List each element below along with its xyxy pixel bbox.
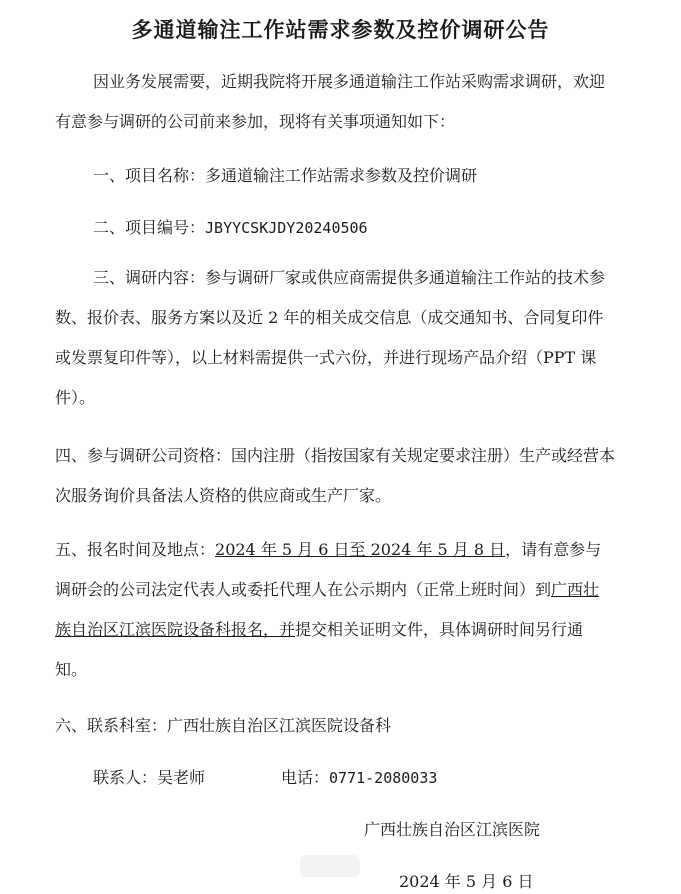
signature-date: 2024 年 5 月 6 日 — [399, 872, 534, 891]
registration-suffix: 提交相关证明文件，具体调研时间另行通知。 — [55, 620, 584, 679]
intro-paragraph: 因业务发展需要，近期我院将开展多通道输注工作站采购需求调研，欢迎有意参与调研的公司前来参加，现将有关事项通知如下： — [55, 72, 606, 131]
scan-smudge — [300, 855, 360, 877]
registration — [55, 530, 615, 690]
contact-person: 联系人：吴老师 — [93, 768, 206, 787]
registration-place: 广西壮族自治区江滨医院设备科报名，并 — [55, 580, 600, 639]
contact-phone-label: 电话： — [281, 768, 330, 787]
registration-dates: 2024 年 5 月 6 日至 2024 年 5 月 8 日 — [215, 540, 506, 559]
project-number-value: JBYYCSKJDY20240506 — [205, 219, 368, 237]
research-content: 三、调研内容：参与调研厂家或供应商需提供多通道输注工作站的技术参数、报价表、服务方案以及近 2 年的相关成交信息（成交通知书、合同复印件或发票复印件等），以上材料需提供一式六份，并进行现场产品介绍（PPT 课件）。 — [55, 268, 606, 407]
project-number — [93, 216, 368, 240]
contact-phone-number: 0771-2080033 — [329, 769, 438, 787]
signature-org: 广西壮族自治区江滨医院 — [364, 820, 541, 839]
qualification: 四、参与调研公司资格：国内注册（指按国家有关规定要求注册）生产或经营本次服务询价具备法人资格的供应商或生产厂家。 — [55, 446, 616, 505]
contact-phone — [281, 766, 437, 790]
project-number-label: 二、项目编号： — [93, 218, 206, 237]
page-title: 多通道输注工作站需求参数及控价调研公告 — [131, 18, 550, 42]
registration-prefix: 五、报名时间及地点： — [55, 540, 216, 559]
registration-middle: ，请有意参与调研会的公司法定代表人或委托代理人在公示期内（正常上班时间）到 — [55, 540, 602, 599]
project-name: 一、项目名称：多通道输注工作站需求参数及控价调研 — [93, 166, 478, 185]
contact-department: 六、联系科室：广西壮族自治区江滨医院设备科 — [55, 716, 392, 735]
